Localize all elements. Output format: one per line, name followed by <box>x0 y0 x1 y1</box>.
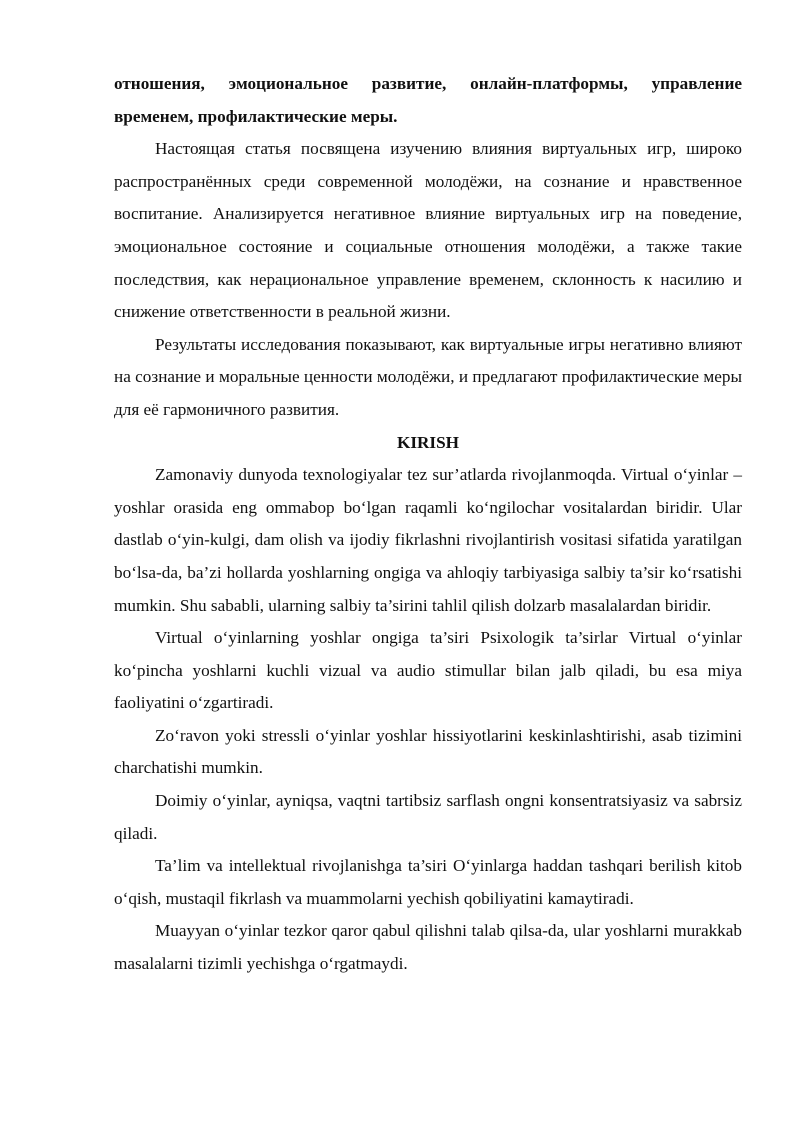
page-content <box>114 68 742 981</box>
abstract-paragraph-1: Настоящая статья посвящена изучению влияния виртуальных игр, широко распространённых среди современной молодёжи, на сознание и нравственное воспитание. Анализируется негативное влияние виртуальных игр на поведение, эмоциональное состояние и социальные отношения молодёжи, а также такие последствия, как нерациональное управление временем, склонность к насилию и снижение ответственности в реальной жизни. <box>114 139 742 322</box>
body-paragraph-2: Virtual o‘yinlarning yoshlar ongiga ta’siri Psixologik ta’sirlar Virtual o‘yinlar ko‘pincha yoshlarni kuchli vizual va audio stimullar bilan jalb qiladi, bu esa miya faoliyatini o‘zgartiradi. <box>114 628 742 713</box>
body-paragraph-3: Zo‘ravon yoki stressli o‘yinlar yoshlar hissiyotlarini keskinlashtirishi, asab tizimini charchatishi mumkin. <box>114 725 742 778</box>
section-heading-kirish: KIRISH <box>396 432 460 452</box>
body-paragraph-6: Muayyan o‘yinlar tezkor qaror qabul qilishni talab qilsa-da, ular yoshlarni murakkab masalalarni tizimli yechishga o‘rgatmaydi. <box>114 921 742 974</box>
body-paragraph-1: Zamonaviy dunyoda texnologiyalar tez sur’atlarda rivojlanmoqda. Virtual o‘yinlar – yoshlar orasida eng ommabop bo‘lgan raqamli ko‘ngilochar vositalardan biridir. Ular dastlab o‘yin-kulgi, dam olish va ijodiy fikrlashni rivojlantirish vositasi sifatida yaratilgan bo‘lsa-da, ba’zi hollarda yoshlarning ongiga va ahloqiy tarbiyasiga salbiy ta’sir ko‘rsatishi mumkin. Shu sababli, ularning salbiy ta’sirini tahlil qilish dolzarb masalalardan biridir. <box>114 465 742 615</box>
body-paragraph-4: Doimiy o‘yinlar, ayniqsa, vaqtni tartibsiz sarflash ongni konsentratsiyasiz va sabrsiz qiladi. <box>114 791 742 843</box>
body-paragraph-5: Ta’lim va intellektual rivojlanishga ta’siri O‘yinlarga haddan tashqari berilish kitob o‘qish, mustaqil fikrlash va muammolarni yechish qobiliyatini kamaytiradi. <box>114 856 742 908</box>
abstract-paragraph-2: Результаты исследования показывают, как виртуальные игры негативно влияют на сознание и моральные ценности молодёжи, и предлагают профилактические меры для её гармоничного развития. <box>114 334 742 419</box>
keywords-continuation: отношения, эмоциональное развитие, онлайн-платформы, управление временем, профилактические меры. <box>114 74 742 126</box>
